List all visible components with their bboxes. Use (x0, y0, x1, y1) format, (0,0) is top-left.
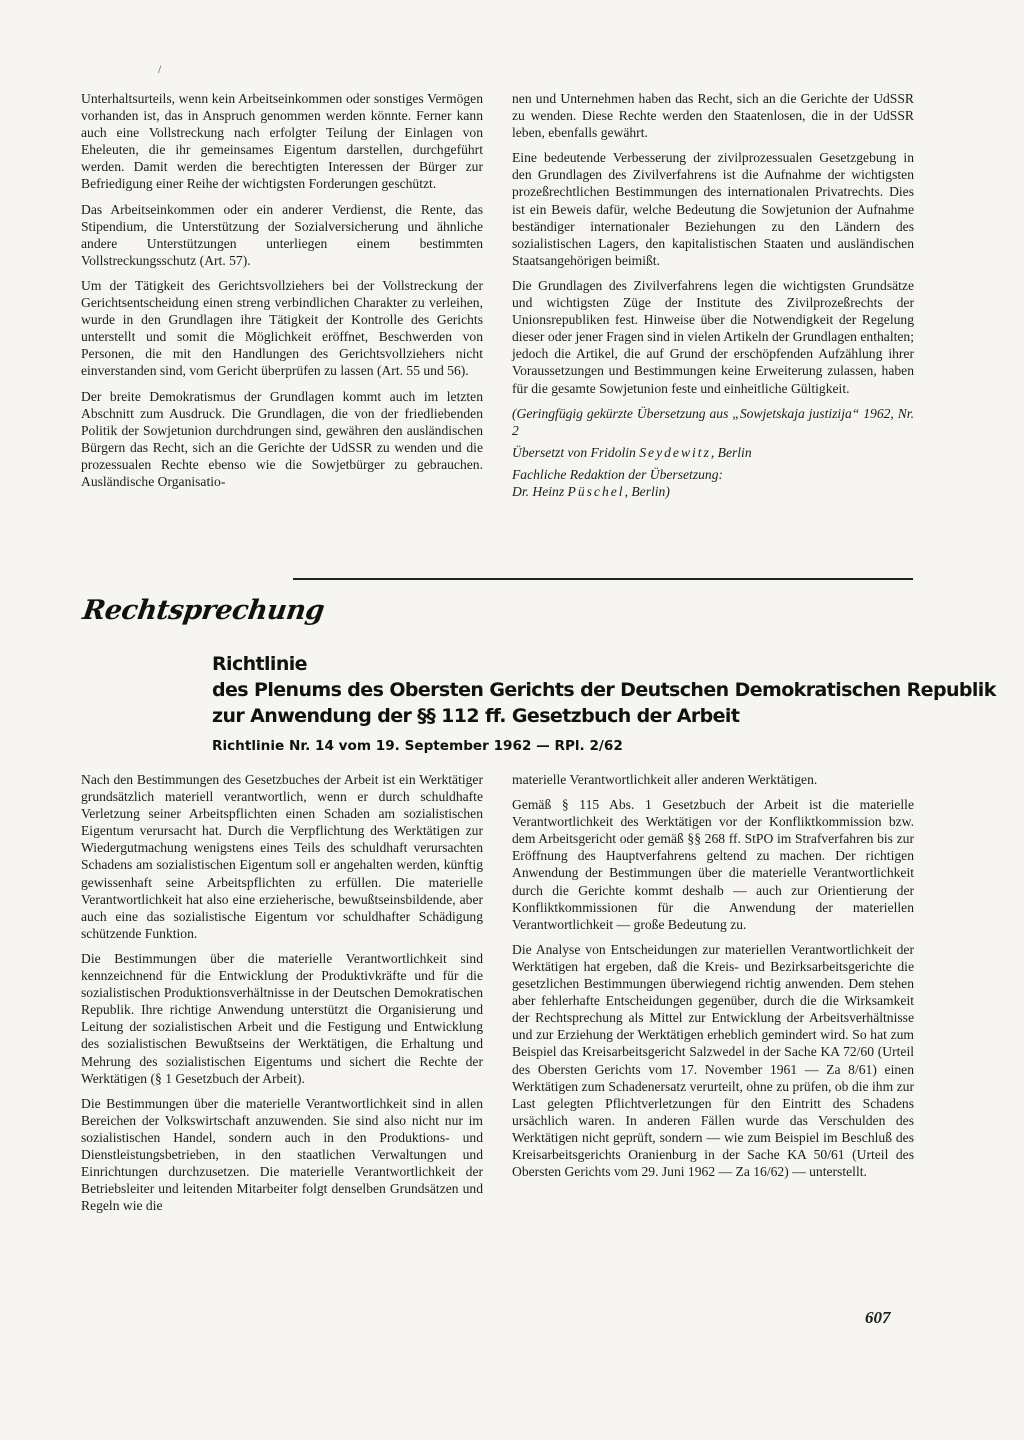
paragraph: nen und Unternehmen haben das Recht, sich an die Gerichte der UdSSR zu wenden. Diese Rechte werden den Staatenlosen, die in der UdSSR leben, ebenfalls gewährt. (512, 91, 914, 141)
section-divider (293, 578, 913, 580)
paragraph: Eine bedeutende Verbesserung der zivilprozessualen Gesetzgebung in den Grundlagen des Zivilverfahrens ist die Aufnahme der wichtigsten prozeßrechtlichen Bestimmungen des internationalen Privatrechts. Dies ist ein Beweis dafür, welche Bedeutung die Sowjetunion der Aufnahme beständiger internationaler Beziehungen zu den Ländern des sozialistischen Lagers, den kapitalistischen Staaten und ausländischen Staatsangehörigen beimißt. (512, 150, 914, 268)
paragraph: materielle Verantwortlichkeit aller anderen Werktätigen. (512, 772, 818, 787)
translator-credit (512, 444, 914, 461)
paragraph: Das Arbeitseinkommen oder ein anderer Verdienst, die Rente, das Stipendium, die Unterstützung der Sozialversicherung und ähnliche andere Unterstützungen unterliegen einem bestimmten Vollstreckungsschutz (Art. 57). (81, 201, 483, 268)
article-subtitle: Richtlinie Nr. 14 vom 19. September 1962 — RPl. 2/62 (212, 738, 623, 754)
title-line-1: Richtlinie (212, 653, 307, 675)
translator-suffix: , Berlin (710, 444, 752, 460)
paragraph: Die Bestimmungen über die materielle Verantwortlichkeit sind in allen Bereichen der Volkswirtschaft anzuwenden. Sie sind also nicht nur im sozialistischen Handel, sondern auch in den Produktions- und Dienstleistungsbetrieben, in den staatlichen Verwaltungen und Einrichtungen durchzusetzen. Die materielle Verantwortlichkeit der Betriebsleiter und leitenden Mitarbeiter folgt denselben Grundsätzen und Regeln wie die (81, 1095, 483, 1214)
paragraph: Nach den Bestimmungen des Gesetzbuches der Arbeit ist ein Werktätiger grundsätzlich materiell verantwortlich, wenn er durch schuldhafte Verletzung seiner Arbeitspflichten einen Schaden am sozialistischen Eigentum verursacht hat. Durch die Verpflichtung des Werktätigen zur Wiedergutmachung wenigstens eines Teils des schuldhaft verursachten Schadens am sozialistischen Eigentum soll er angehalten werden, künftig gewissenhaft seine Arbeitspflichten zu erfüllen. Die materielle Verantwortlichkeit hat also eine erzieherische, bewußtseinsbildende, aber auch eine das sozialistische Eigentum vor schuldhafter Schädigung schützende Funktion. (81, 772, 483, 941)
translator-prefix: Übersetzt von Fridolin (512, 444, 640, 460)
paragraph: Die Analyse von Entscheidungen zur materiellen Verantwortlichkeit der Werktätigen hat ergeben, daß die Kreis- und Bezirksarbeitsgerichte die gesetzlichen Bestimmungen überwiegend richtig anwenden. Dem stehen aber fehlerhafte Entscheidungen gegenüber, durch die die Wirksamkeit der Rechtsprechung als Mittel zur Entwicklung der Arbeitsverhältnisse und zur Erziehung der Werktätigen erheblich gemindert wird. So hat zum Beispiel das Kreisarbeitsgericht Salzwedel in der Sache KA 72/60 (Urteil des Obersten Gerichts vom 17. November 1961 — Za 8/61) einen Werktätigen zum Schadenersatz verurteilt, ohne zu prüfen, ob die ihm zur Last gelegten Pflichtverletzungen für den Eintritt des Schadens ursächlich waren. In anderen Fällen wurde das Verschulden des Werktätigen nicht geprüft, sondern — wie zum Beispiel im Beschluß des Kreisarbeitsgerichts Oranienburg in der Sache KA 50/61 (Urteil des Obersten Gerichts vom 29. Juni 1962 — Za 16/62) — unterstellt. (512, 941, 914, 1180)
paragraph: Um der Tätigkeit des Gerichtsvollziehers bei der Vollstreckung der Gerichtsentscheidung einen streng verbindlichen Charakter zu verleihen, wurde in den Grundlagen ihre Tätigkeit der Kontrolle des Gerichts unterstellt und somit die Möglichkeit eröffnet, Beschwerden von Personen, die mit den Handlungen des Gerichtsvollziehers nicht einverstanden sind, vom Gericht überprüfen zu lassen (Art. 55 und 56). (81, 277, 483, 379)
paragraph: Gemäß § 115 Abs. 1 Gesetzbuch der Arbeit ist die materielle Verantwortlichkeit des Werktätigen vor der Konfliktkommission bzw. dem Arbeitsgericht oder gemäß §§ 268 ff. StPO im Strafverfahren bis zur Eröffnung des Hauptverfahrens geltend zu machen. Der richtigen Anwendung der Bestimmungen über die materielle Verantwortlichkeit durch die Gerichte kommt deshalb — auch zur Orientierung der Konfliktkommissionen für die Anwendung der materiellen Verantwortlichkeit — große Bedeutung zu. (512, 797, 914, 932)
column-top-left (81, 90, 483, 498)
paragraph: Der breite Demokratismus der Grundlagen kommt auch im letzten Abschnitt zum Ausdruck. Die Grundlagen, die von der friedliebenden Politik der Sowjetunion durchdrungen sind, gewähren den ausländischen Bürgern das Recht, sich an die Gerichte der UdSSR zu wenden und die prozessualen Rechte ebenso wie die Sowjetbürger zu gebrauchen. Ausländische Organisatio- (81, 388, 483, 489)
stray-mark: / (158, 62, 162, 76)
editor-label: Fachliche Redaktion der Übersetzung: (512, 466, 724, 482)
editor-prefix: Dr. Heinz (512, 483, 568, 499)
editor-suffix: , Berlin) (624, 483, 670, 499)
column-bottom-right (512, 771, 914, 1188)
translation-source: (Geringfügig gekürzte Übersetzung aus „Sowjetskaja justizija“ 1962, Nr. 2 (512, 405, 914, 438)
paragraph: Die Bestimmungen über die materielle Verantwortlichkeit sind kennzeichnend für die Entwicklung der Produktivkräfte und für die sozialistischen Produktionsverhältnisse in der Deutschen Demokratischen Republik. Ihre richtige Anwendung unterstützt die Organisierung und Leitung der sozialistischen Arbeit und die Festigung und Entwicklung des sozialistischen Bewußtseins der Werktätigen, die Erhaltung und Mehrung des sozialistischen Eigentums und sichert die Rechte der Werktätigen (§ 1 Gesetzbuch der Arbeit). (81, 950, 483, 1086)
title-line-3: zur Anwendung der §§ 112 ff. Gesetzbuch der Arbeit (212, 705, 740, 727)
editor-name: Püschel (567, 483, 625, 499)
column-bottom-left (81, 771, 483, 1222)
title-line-2: des Plenums des Obersten Gerichts der Deutschen Demokratischen Republik (212, 679, 996, 701)
section-heading: Rechtsprechung (80, 595, 327, 626)
translator-name: Seydewitz (639, 444, 711, 460)
page-number: 607 (865, 1308, 891, 1327)
paragraph: Unterhaltsurteils, wenn kein Arbeitseinkommen oder sonstiges Vermögen vorhanden ist, das in Anspruch genommen werden könnte. Ferner kann auch eine Vollstreckung nach erfolgter Teilung der Einlagen von Eheleuten, die ihr gemeinsames Eigentum darstellen, durchgeführt werden. Damit werden die berechtigten Interessen der Bürger zur Befriedigung einer Reihe der wichtigsten Forderungen geschützt. (81, 91, 483, 192)
article-title (212, 651, 996, 754)
paragraph: Die Grundlagen des Zivilverfahrens legen die wichtigsten Grundsätze und wichtigsten Züge der Institute des Zivilprozeßrechts der Unionsrepubliken fest. Hinweise über die Notwendigkeit der Regelung dieser oder jener Fragen sind in vielen Artikeln der Grundlagen enthalten; jedoch die Artikel, die auf Grund der erschöpfenden Aufzählung ihrer Voraussetzungen und Bestimmungen keine Erweiterung zulassen, haben für die gesamte Sowjetunion feste und einheitliche Gültigkeit. (512, 277, 914, 396)
editor-credit (512, 483, 914, 500)
column-top-right (512, 90, 914, 508)
